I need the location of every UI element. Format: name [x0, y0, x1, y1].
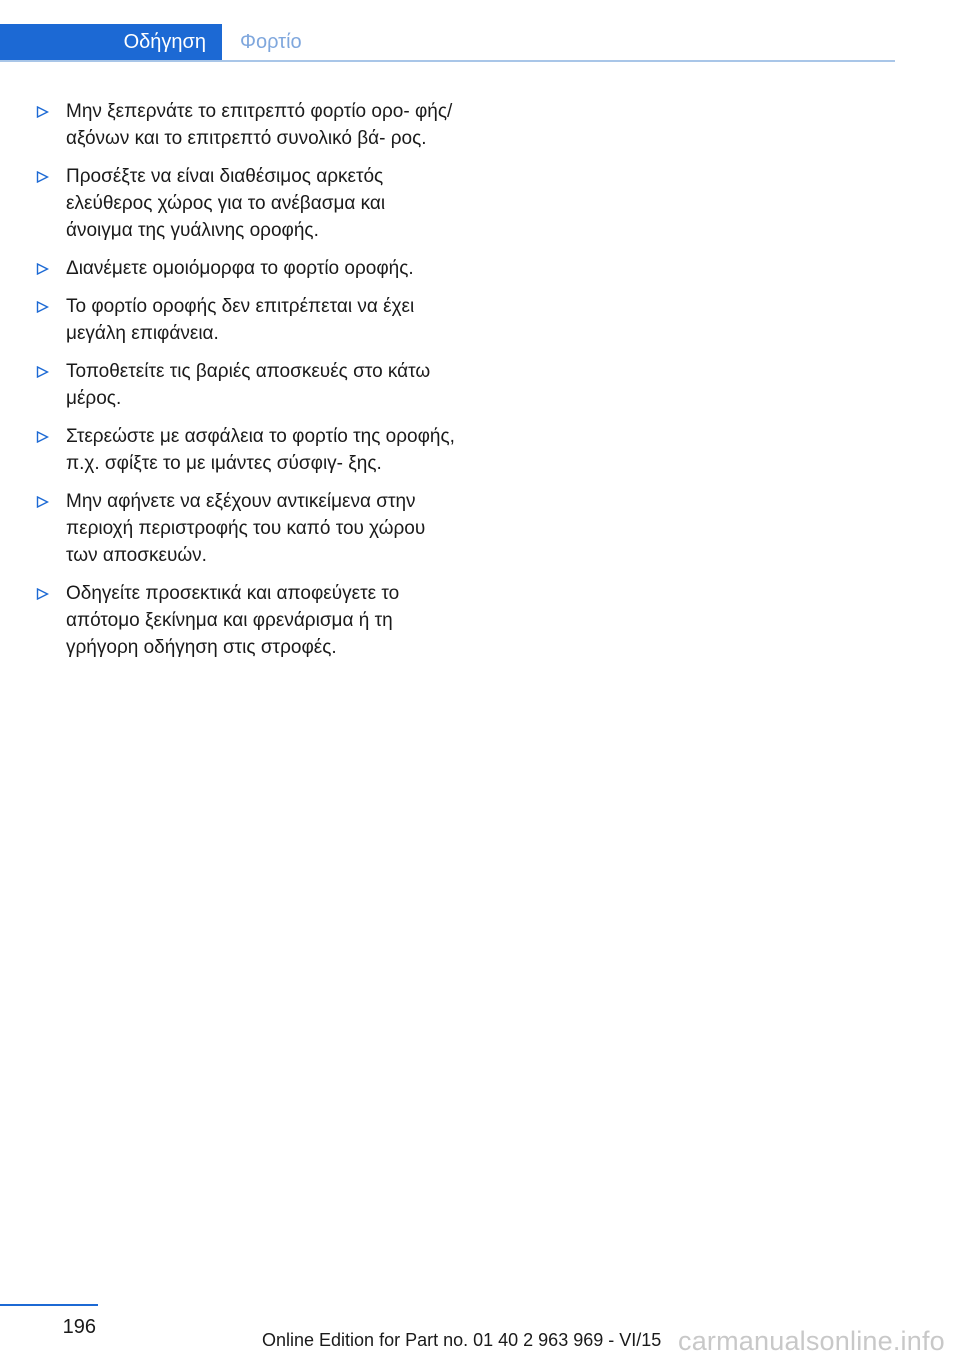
list-item-text: Το φορτίο οροφής δεν επιτρέπεται να έχει μεγάλη επιφάνεια.: [66, 296, 415, 344]
list-item-text: Μην ξεπερνάτε το επιτρεπτό φορτίο ορο‐ φής/αξόνων και το επιτρεπτό συνολικό βά‐ ρος.: [66, 101, 453, 149]
watermark: carmanualsonline.info: [678, 1326, 945, 1356]
triangle-right-icon: [36, 301, 49, 313]
list-item: [36, 488, 456, 569]
tab-cargo[interactable]: Φορτίο: [240, 31, 302, 53]
list-item: [36, 98, 456, 152]
list-item-text: Στερεώστε με ασφάλεια το φορτίο της οροφής, π.χ. σφίξτε το με ιμάντες σύσφιγ‐ ξης.: [66, 426, 455, 474]
list-item-text: Διανέμετε ομοιόμορφα το φορτίο οροφής.: [66, 258, 414, 279]
page-number: 196: [62, 1316, 96, 1338]
tab-driving[interactable]: Οδήγηση: [0, 24, 222, 60]
instruction-list: [36, 98, 456, 661]
list-item: [36, 163, 456, 244]
triangle-right-icon: [36, 496, 49, 508]
page-header: [0, 24, 895, 62]
list-item-text: Οδηγείτε προσεκτικά και αποφεύγετε το απότομο ξεκίνημα και φρενάρισμα ή τη γρήγορη οδήγηση στις στροφές.: [66, 583, 400, 658]
list-item-text: Μην αφήνετε να εξέχουν αντικείμενα στην περιοχή περιστροφής του καπό του χώρου των αποσκευών.: [66, 491, 426, 566]
edition-text: Online Edition for Part no. 01 40 2 963 969 - VI/15: [262, 1330, 662, 1350]
list-item-text: Προσέξτε να είναι διαθέσιμος αρκετός ελεύθερος χώρος για το ανέβασμα και άνοιγμα της γυάλινης οροφής.: [66, 166, 386, 241]
triangle-right-icon: [36, 106, 49, 118]
main-content: [36, 98, 456, 672]
triangle-right-icon: [36, 431, 49, 443]
triangle-right-icon: [36, 366, 49, 378]
list-item: [36, 358, 456, 412]
footer-divider: [0, 1304, 98, 1306]
triangle-right-icon: [36, 588, 49, 600]
triangle-right-icon: [36, 263, 49, 275]
list-item: [36, 423, 456, 477]
list-item: [36, 255, 456, 282]
triangle-right-icon: [36, 171, 49, 183]
list-item-text: Τοποθετείτε τις βαριές αποσκευές στο κάτω μέρος.: [66, 361, 431, 409]
list-item: [36, 293, 456, 347]
list-item: [36, 580, 456, 661]
